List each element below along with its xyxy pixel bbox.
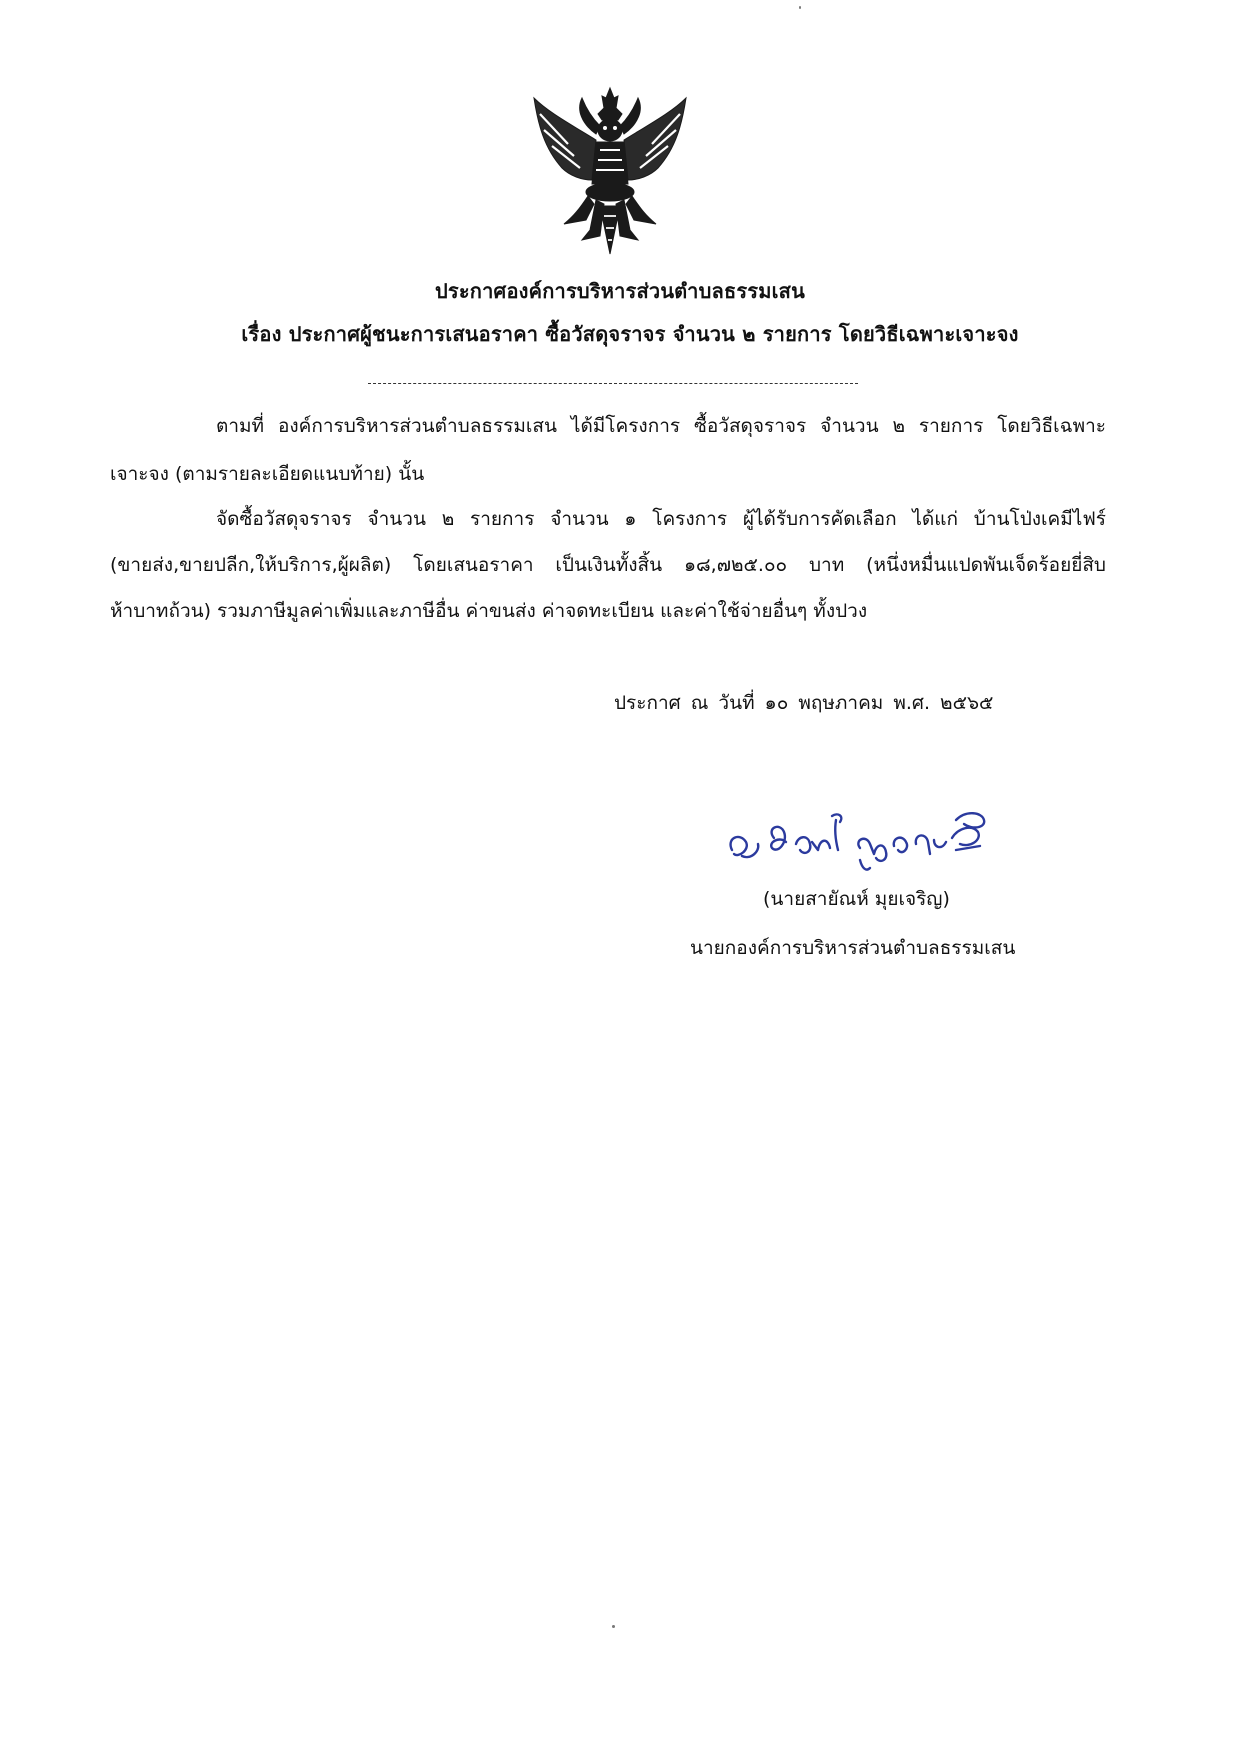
paragraph-2-line-3: ห้าบาทถ้วน) รวมภาษีมูลค่าเพิ่มและภาษีอื่น ค่าขนส่ง ค่าจดทะเบียน และค่าใช้จ่ายอื่นๆ ทั้งปวง (110, 600, 868, 622)
title-divider (368, 383, 858, 384)
scan-speck (799, 6, 801, 9)
signer-name: (นายสายัณห์ มุยเจริญ) (763, 888, 950, 910)
paragraph-2-line-2: (ขายส่ง,ขายปลีก,ให้บริการ,ผู้ผลิต) โดยเสนอราคา เป็นเงินทั้งสิ้น ๑๘,๗๒๕.๐๐ บาท (หนึ่งหมื่นแปดพันเจ็ดร้อยยี่สิบ (110, 554, 1106, 576)
handwritten-signature (720, 798, 990, 878)
scan-speck (612, 1625, 615, 1628)
paragraph-1-line-1: ตามที่ องค์การบริหารส่วนตำบลธรรมเสน ได้มีโครงการ ซื้อวัสดุจราจร จำนวน ๒ รายการ โดยวิธีเฉพาะ (216, 415, 1106, 437)
announcement-title: ประกาศองค์การบริหารส่วนตำบลธรรมเสน (435, 279, 805, 303)
announcement-subject: เรื่อง ประกาศผู้ชนะการเสนอราคา ซื้อวัสดุจราจร จำนวน ๒ รายการ โดยวิธีเฉพาะเจาะจง (241, 322, 1019, 346)
paragraph-1-line-2: เจาะจง (ตามรายละเอียดแนบท้าย) นั้น (110, 463, 425, 485)
garuda-emblem-icon (530, 84, 690, 256)
announcement-date: ประกาศ ณ วันที่ ๑๐ พฤษภาคม พ.ศ. ๒๕๖๕ (614, 692, 994, 714)
paragraph-2-line-1: จัดซื้อวัสดุจราจร จำนวน ๒ รายการ จำนวน ๑ โครงการ ผู้ได้รับการคัดเลือก ได้แก่ บ้านโป่งเคมีไฟร์ (216, 508, 1106, 530)
signer-position: นายกองค์การบริหารส่วนตำบลธรรมเสน (690, 937, 1016, 959)
